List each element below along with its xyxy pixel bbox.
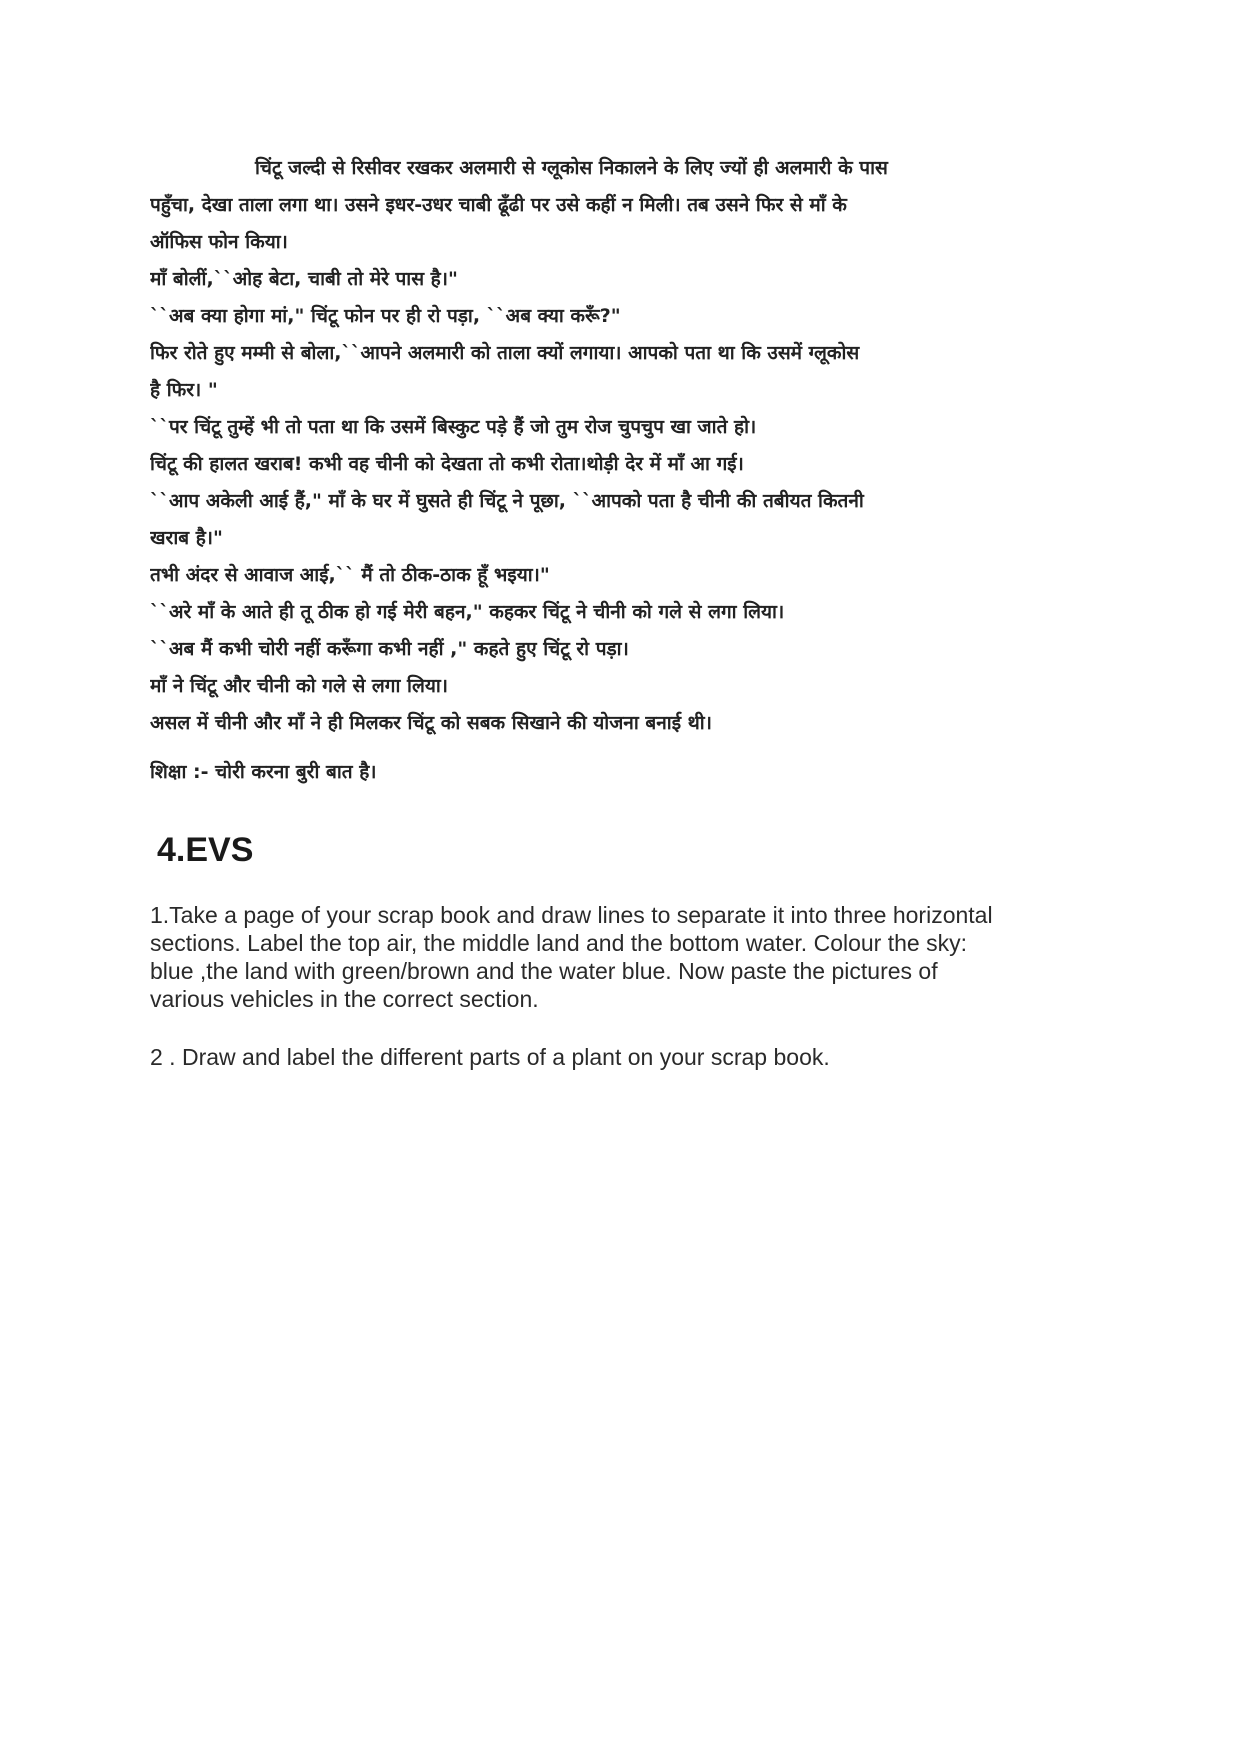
story-line: ``अब क्या होगा मां," चिंटू फोन पर ही रो पड़ा, ``अब क्या करूँ?": [150, 305, 621, 327]
story-line: फिर रोते हुए मम्मी से बोला,``आपने अलमारी को ताला क्यों लगाया। आपको पता था कि उसमें ग्लूकोस: [150, 342, 860, 364]
story-line: है फिर। ": [150, 379, 218, 401]
story-line: खराब है।": [150, 527, 223, 549]
story-line: माँ ने चिंटू और चीनी को गले से लगा लिया।: [150, 675, 448, 697]
story-line: पहुँचा, देखा ताला लगा था। उसने इधर-उधर चाबी ढूँढी पर उसे कहीं न मिली। तब उसने फिर से माँ के: [150, 194, 847, 216]
evs-item-1-line: 1.Take a page of your scrap book and draw lines to separate it into three horizontal: [150, 902, 993, 928]
story-line: ``आप अकेली आई हैं," माँ के घर में घुसते ही चिंटू ने पूछा, ``आपको पता है चीनी की तबीयत कितनी: [150, 490, 864, 512]
story-line: ऑफिस फोन किया।: [150, 231, 288, 253]
evs-item-1-line: various vehicles in the correct section.: [150, 986, 539, 1012]
story-line: ``अब मैं कभी चोरी नहीं करूँगा कभी नहीं ," कहते हुए चिंटू रो पड़ा।: [150, 638, 629, 660]
hindi-story: [150, 150, 1090, 791]
story-line: चिंटू जल्दी से रिसीवर रखकर अलमारी से ग्लूकोस निकालने के लिए ज्यों ही अलमारी के पास: [255, 157, 888, 179]
evs-item-1-line: sections. Label the top air, the middle land and the bottom water. Colour the sky:: [150, 930, 967, 956]
paragraph-gap: [150, 1013, 1090, 1043]
story-line: तभी अंदर से आवाज आई,`` मैं तो ठीक-ठाक हूँ भइया।": [150, 564, 550, 586]
story-line: ``अरे माँ के आते ही तू ठीक हो गई मेरी बहन," कहकर चिंटू ने चीनी को गले से लगा लिया।: [150, 601, 785, 623]
evs-item-2: 2 . Draw and label the different parts of a plant on your scrap book.: [150, 1044, 830, 1070]
evs-item-1-line: blue ,the land with green/brown and the water blue. Now paste the pictures of: [150, 958, 938, 984]
story-moral: शिक्षा :- चोरी करना बुरी बात है।: [150, 761, 377, 783]
story-line: असल में चीनी और माँ ने ही मिलकर चिंटू को सबक सिखाने की योजना बनाई थी।: [150, 712, 712, 734]
story-line: माँ बोलीं,``ओह बेटा, चाबी तो मेरे पास है।": [150, 268, 458, 290]
evs-instructions: [150, 901, 1090, 1071]
story-line: चिंटू की हालत खराब! कभी वह चीनी को देखता तो कभी रोता।थोड़ी देर में माँ आ गई।: [150, 453, 744, 475]
evs-heading: 4.EVS: [157, 831, 254, 869]
story-line: ``पर चिंटू तुम्हें भी तो पता था कि उसमें बिस्कुट पड़े हैं जो तुम रोज चुपचुप खा जाते हो।: [150, 416, 757, 438]
